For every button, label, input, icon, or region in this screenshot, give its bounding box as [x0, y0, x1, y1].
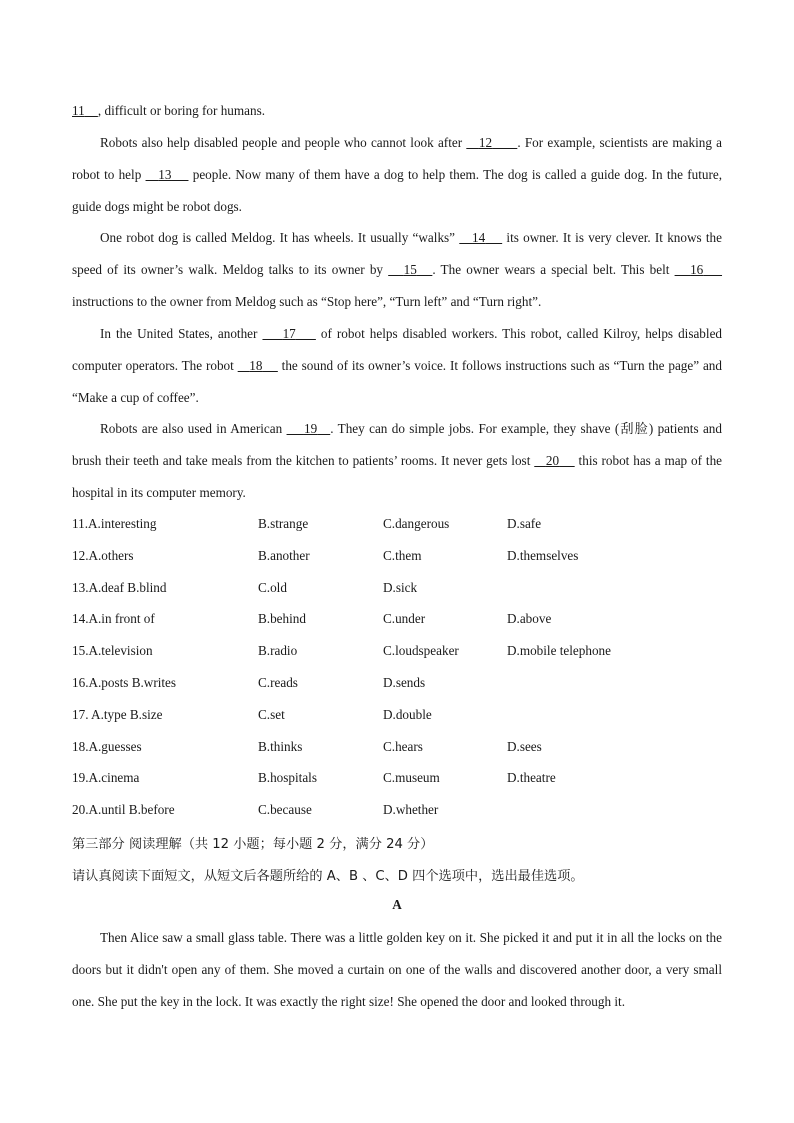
- option-cell: [507, 794, 707, 826]
- blank-11: 11: [72, 103, 85, 118]
- option-row: [72, 762, 722, 794]
- option-cell: C.because: [258, 802, 312, 818]
- option-cell: C.dangerous: [383, 516, 450, 531]
- option-cell: B.hospitals: [258, 770, 317, 786]
- option-cell: 18.A.guesses: [72, 738, 142, 754]
- option-cell: B.thinks: [258, 738, 303, 754]
- option-cell: C.reads: [258, 674, 298, 690]
- option-cell: D.safe: [507, 516, 542, 531]
- option-cell: C.under: [383, 611, 426, 627]
- blank-19: 19: [303, 421, 318, 436]
- option-cell: C.museum: [383, 770, 440, 786]
- option-cell: D.sick: [383, 579, 418, 595]
- option-cell: [507, 667, 707, 699]
- option-cell: C.hears: [383, 738, 423, 754]
- option-row: [72, 699, 722, 731]
- blank-18: 18: [249, 357, 263, 373]
- blank-17: 17: [282, 326, 296, 341]
- blank-16: 16: [690, 261, 704, 277]
- option-cell: B.radio: [258, 643, 298, 659]
- option-cell: D.whether: [383, 802, 439, 818]
- option-cell: 14.A.in front of: [72, 611, 155, 627]
- option-cell: C.them: [383, 547, 422, 563]
- blank-12: 12: [478, 135, 493, 150]
- option-row: [72, 731, 722, 763]
- passage-heading: A: [392, 897, 402, 912]
- option-cell: 17. A.type B.size: [72, 706, 163, 722]
- answer-options: [72, 508, 722, 826]
- option-row: [72, 635, 722, 667]
- section-title: 第三部分 阅读理解（共 12 小题；每小题 2 分，满分 24 分）: [72, 837, 434, 852]
- option-cell: B.behind: [258, 611, 306, 627]
- passage-a-text: Then Alice saw a small glass table. There was a little golden key on it. She picked it and put it in all the locks on the doors but it didn't open any of them. She moved a curtain on one of the walls and discovered another door, a very small one. She put the key in the lock. It was exactly the right size! She opened the door and looked through it.: [72, 930, 722, 1009]
- option-cell: 20.A.until B.before: [72, 802, 175, 818]
- option-cell: D.above: [507, 611, 552, 627]
- option-row: [72, 540, 722, 572]
- blank-20: 20: [545, 452, 560, 468]
- paragraph-robots-help: Robots also help disabled people and people who cannot look after 12 . For example, scientists are making a robot to help 13 people. Now many of them have a dog to help them. The dog is called a guide dog. In the future, guide dogs might be robot dogs.: [72, 135, 723, 214]
- option-cell: D.themselves: [507, 547, 579, 563]
- option-cell: 16.A.posts B.writes: [72, 674, 177, 690]
- option-cell: B.another: [258, 547, 310, 563]
- option-cell: 12.A.others: [72, 547, 134, 563]
- blank-13: 13: [158, 166, 172, 182]
- paragraph-meldog: One robot dog is called Meldog. It has wheels. It usually “walks” 14 its owner. It is very clever. It knows the speed of its owner’s walk. Meldog talks to its owner by 15 . The owner wears a special belt. This belt 16 instructions to the owner from Meldog such as “Stop here”, “Turn left” and “Turn right”.: [72, 230, 723, 309]
- option-cell: 11.A.interesting: [72, 516, 157, 531]
- blank-15: 15: [403, 261, 417, 277]
- option-cell: [507, 572, 707, 604]
- option-cell: C.old: [258, 579, 287, 595]
- option-cell: 13.A.deaf B.blind: [72, 579, 167, 595]
- option-cell: C.set: [258, 706, 285, 722]
- option-row: [72, 667, 722, 699]
- blank-14: 14: [472, 230, 486, 245]
- option-row: [72, 794, 722, 826]
- option-cell: D.sends: [383, 674, 426, 690]
- option-cell: D.double: [383, 706, 432, 722]
- paragraph-kilroy: In the United States, another 17 of robot helps disabled workers. This robot, called Kilroy, helps disabled computer operators. The robot 18 the sound of its owner’s voice. It follows instructions such as “Turn the page” and “Make a cup of coffee”.: [72, 326, 723, 405]
- option-cell: D.sees: [507, 738, 542, 754]
- option-row: [72, 508, 722, 540]
- option-cell: 15.A.television: [72, 643, 153, 659]
- option-cell: 19.A.cinema: [72, 770, 140, 786]
- option-cell: D.theatre: [507, 770, 556, 786]
- section-instruction: 请认真阅读下面短文，从短文后各题所给的 A、B 、C、D 四个选项中，选出最佳选项。: [72, 869, 584, 884]
- option-cell: [507, 699, 707, 731]
- option-cell: B.strange: [258, 516, 309, 531]
- option-row: [72, 603, 722, 635]
- paragraph-hospitals: Robots are also used in American 19 . They can do simple jobs. For example, they shave (刮脸) patients and brush their teeth and take meals from the kitchen to patients’ rooms. It never gets lost 20 this robot has a map of the hospital in its computer memory.: [72, 421, 723, 500]
- option-cell: C.loudspeaker: [383, 643, 459, 659]
- paragraph-cloze-start: [72, 95, 722, 127]
- option-cell: D.mobile telephone: [507, 643, 612, 659]
- text: , difficult or boring for humans.: [97, 103, 266, 118]
- option-row: [72, 572, 722, 604]
